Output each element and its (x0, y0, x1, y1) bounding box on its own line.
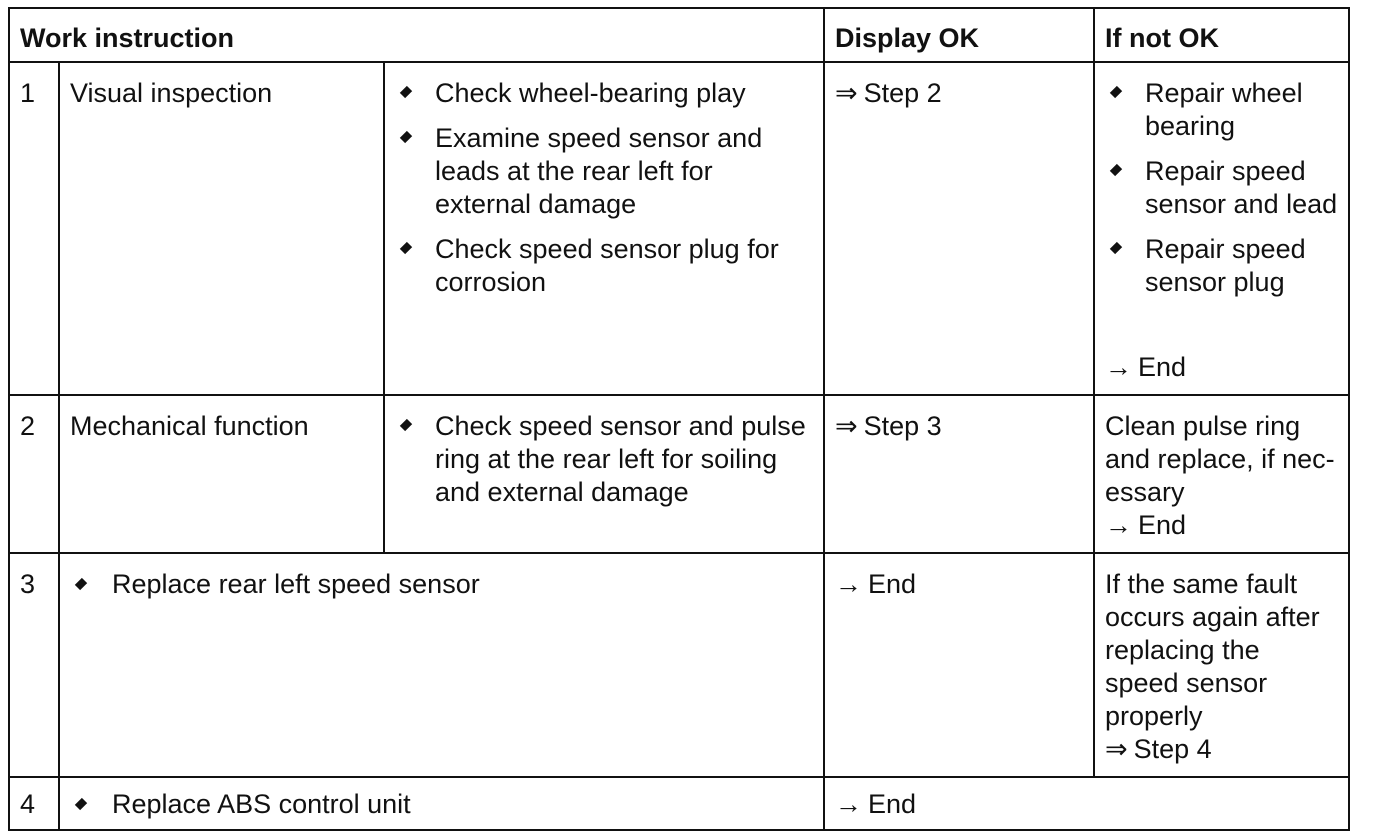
step-number: 1 (9, 62, 59, 395)
bullet-text: Check speed sensor and pulse ring at the rear left for soiling and external damage (435, 411, 806, 507)
step-number: 4 (9, 777, 59, 830)
work-instruction-table (8, 7, 1350, 831)
not-ok-end (1105, 509, 1338, 542)
end-text: End (1138, 352, 1187, 382)
end-text: End (1138, 510, 1187, 540)
bullet-item (395, 410, 813, 509)
display-ok-cell (824, 62, 1094, 395)
diamond-bullet-icon (75, 578, 87, 590)
instruction-text: Replace rear left speed sensor (112, 569, 480, 599)
display-ok-text: End (868, 789, 917, 819)
step-number: 2 (9, 395, 59, 553)
right-arrow-icon: → (835, 569, 862, 599)
step-title: Visual inspection (59, 62, 384, 395)
display-ok-cell (824, 553, 1094, 777)
bullet-text: Repair speed sensor plug (1145, 234, 1306, 297)
display-ok-cell (824, 395, 1094, 553)
table-row (9, 553, 1349, 777)
table-row (9, 62, 1349, 395)
bullet-item (395, 122, 813, 221)
diamond-bullet-icon (400, 131, 412, 143)
diamond-bullet-icon (1110, 242, 1122, 254)
diamond-bullet-icon (400, 86, 412, 98)
bullet-text: Check speed sensor plug for corrosion (435, 234, 779, 297)
diamond-bullet-icon (75, 798, 87, 810)
table-row (9, 777, 1349, 830)
step-link-text: Step 4 (1133, 734, 1212, 764)
bullet-item (1105, 155, 1338, 221)
right-arrow-icon: → (1105, 510, 1132, 540)
step-bullets (384, 62, 824, 395)
diamond-bullet-icon (400, 242, 412, 254)
double-arrow-icon: ⇒ (835, 78, 858, 108)
step-title: Mechanical function (59, 395, 384, 553)
step-number: 3 (9, 553, 59, 777)
display-ok-text: Step 3 (863, 411, 942, 441)
not-ok-end (1105, 733, 1338, 766)
header-row (9, 8, 1349, 62)
not-ok-text: Clean pulse ring and replace, if nec-essary (1105, 411, 1335, 507)
bullet-item (1105, 233, 1338, 299)
bullet-text: Repair speed sensor and lead (1145, 156, 1338, 219)
table-row (9, 395, 1349, 553)
display-ok-cell (824, 777, 1349, 830)
not-ok-cell (1094, 553, 1349, 777)
right-arrow-icon: → (835, 789, 862, 819)
double-arrow-icon: ⇒ (1105, 734, 1128, 764)
bullet-text: Examine speed sensor and leads at the rear left for external damage (435, 123, 763, 219)
instruction-text: Replace ABS control unit (112, 789, 411, 819)
bullet-item (395, 77, 813, 110)
bullet-item (1105, 77, 1338, 143)
not-ok-end (1105, 351, 1338, 384)
bullet-text: Check wheel-bearing play (435, 78, 746, 108)
not-ok-cell (1094, 62, 1349, 395)
diamond-bullet-icon (1110, 86, 1122, 98)
bullet-item (395, 233, 813, 299)
header-if-not-ok: If not OK (1094, 8, 1349, 62)
step-instruction (59, 777, 824, 830)
diamond-bullet-icon (400, 419, 412, 431)
display-ok-text: End (868, 569, 917, 599)
header-display-ok: Display OK (824, 8, 1094, 62)
step-bullets (384, 395, 824, 553)
display-ok-text: Step 2 (863, 78, 942, 108)
header-work-instruction: Work instruction (9, 8, 824, 62)
bullet-text: Repair wheel bearing (1145, 78, 1303, 141)
step-instruction (59, 553, 824, 777)
not-ok-text: If the same fault occurs again after replacing the speed sensor properly (1105, 569, 1320, 731)
diamond-bullet-icon (1110, 164, 1122, 176)
double-arrow-icon: ⇒ (835, 411, 858, 441)
right-arrow-icon: → (1105, 352, 1132, 382)
not-ok-cell (1094, 395, 1349, 553)
